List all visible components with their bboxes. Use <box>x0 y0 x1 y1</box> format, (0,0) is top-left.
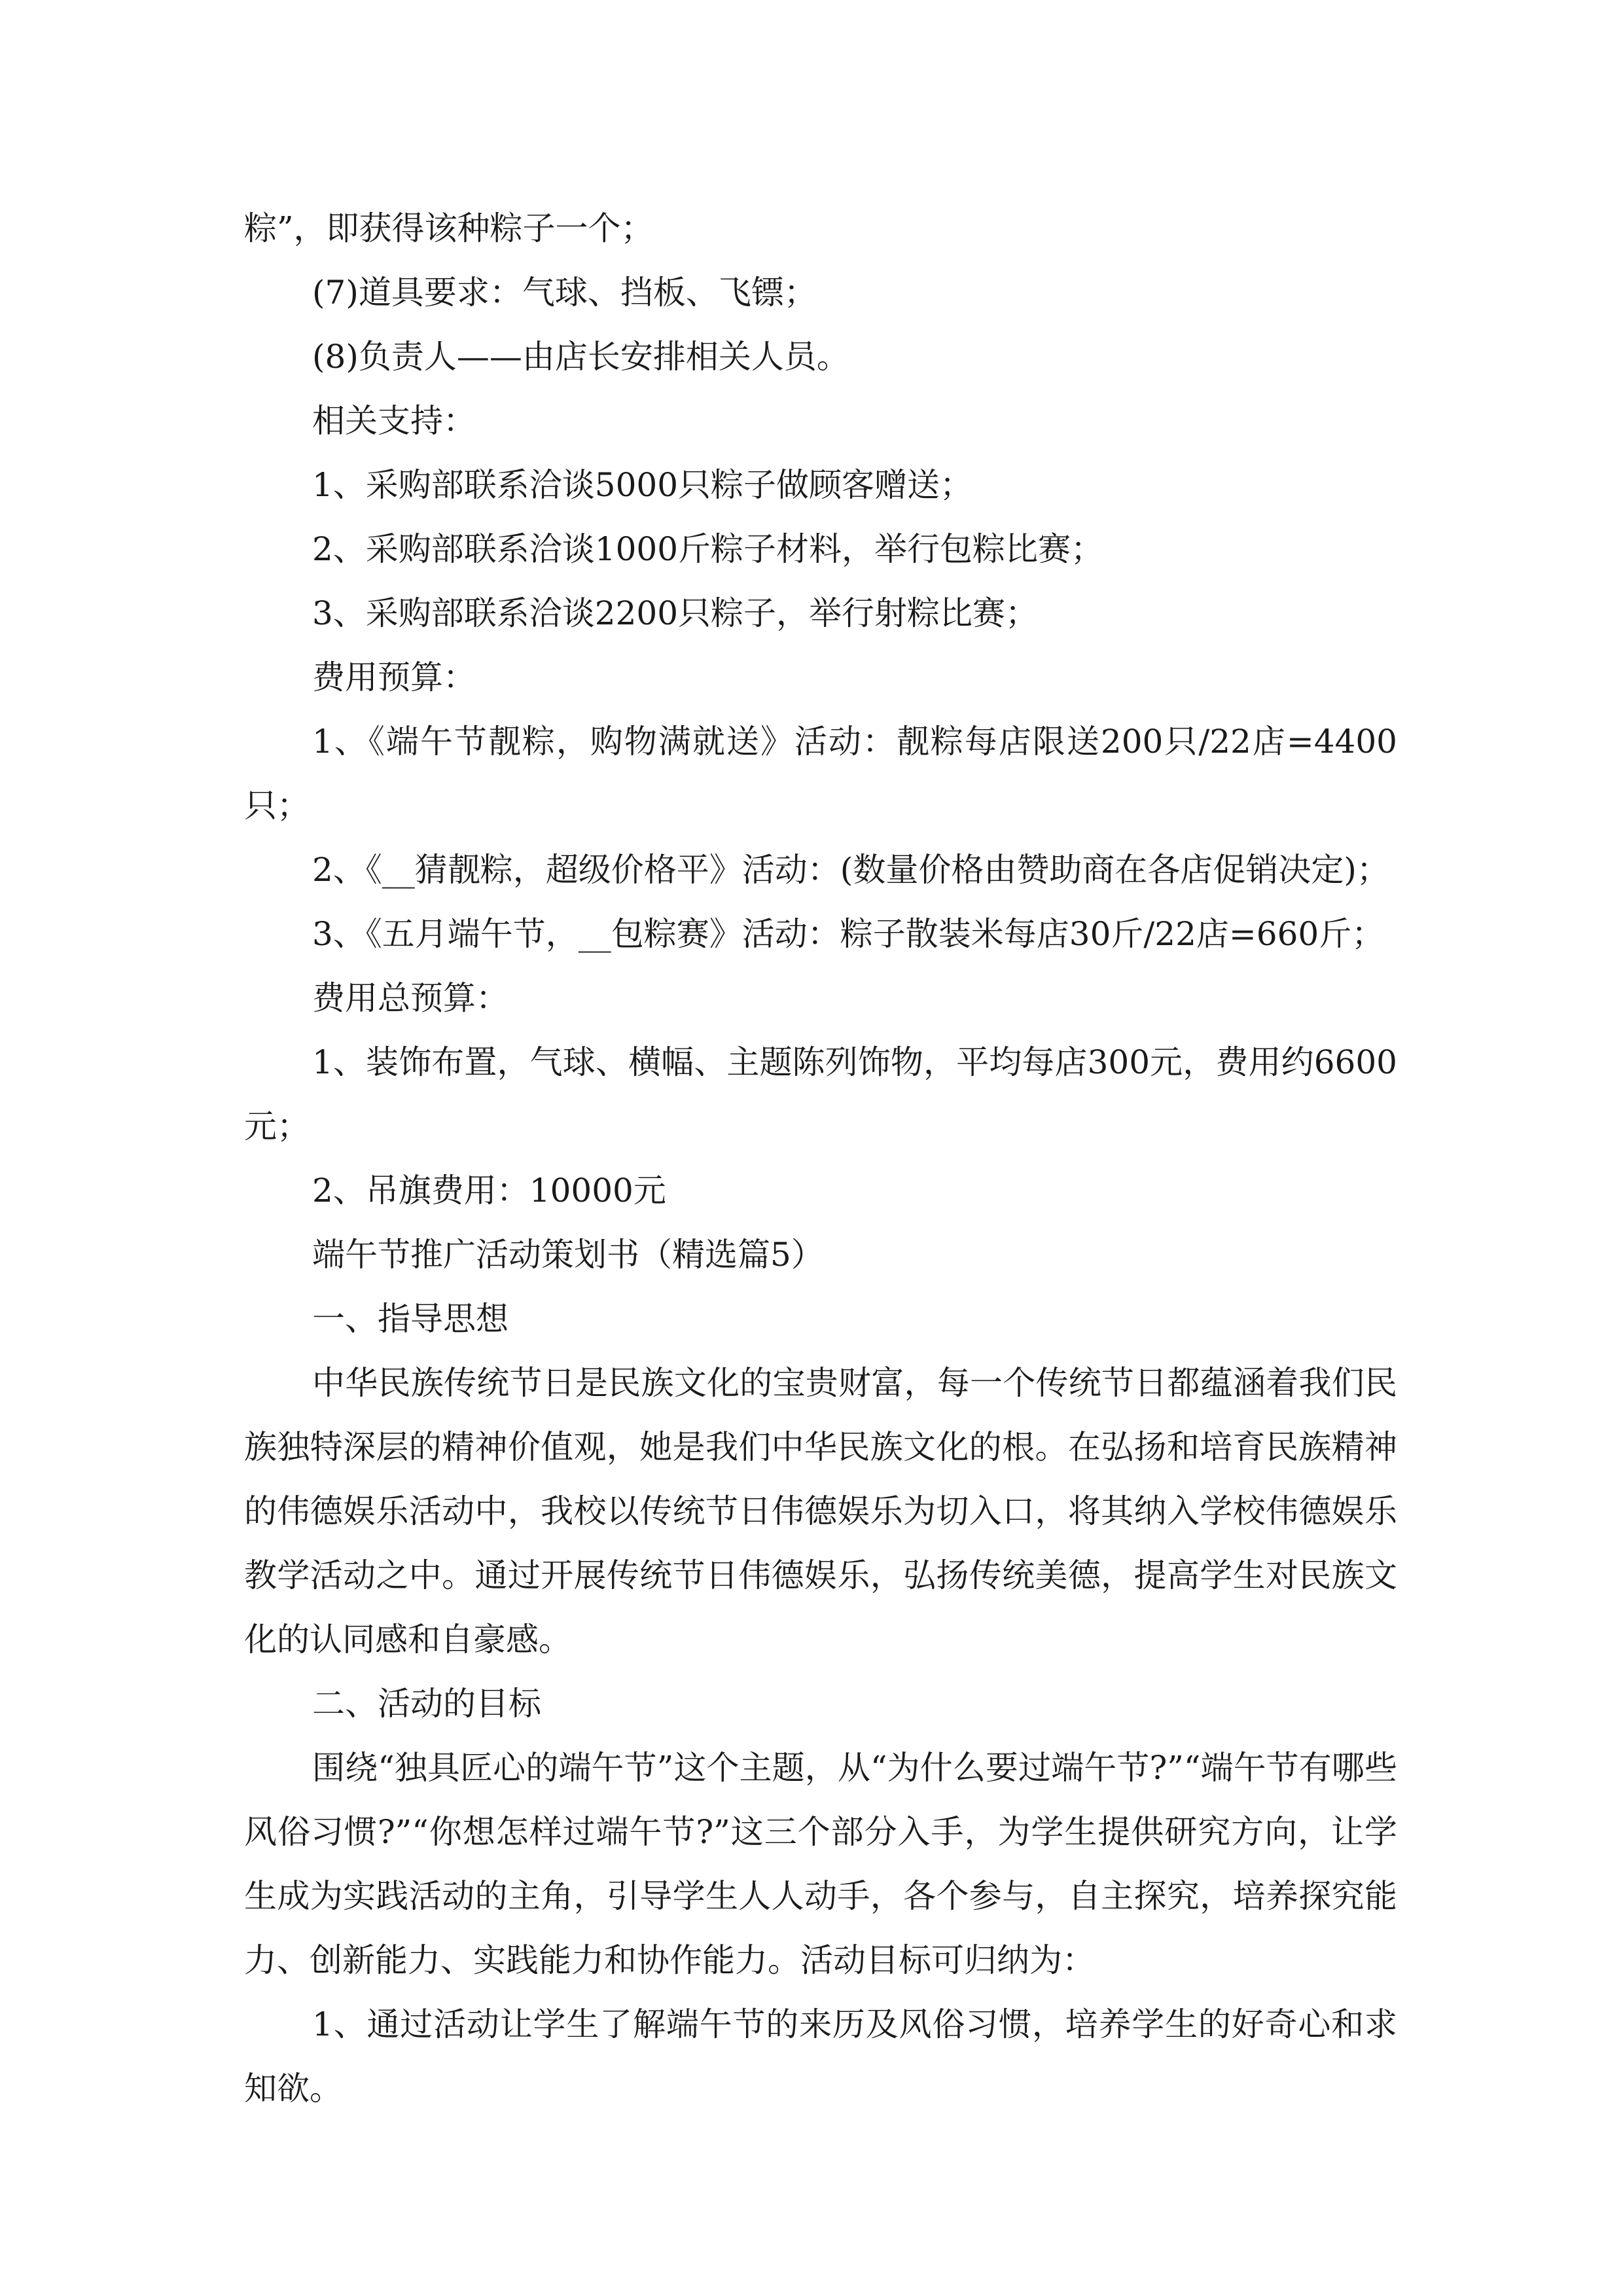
article-title: 端午节推广活动策划书（精选篇5） <box>312 1236 824 1274</box>
goals-body: 围绕“独具匠心的端午节”这个主题，从“为什么要过端午节?”“端午节有哪些风俗习惯?”“你想怎样过端午节?”这三个部分入手，为学生提供研究方向，让学生成为实践活动的主角，引导学生人人动手，各个参与，自主探究，培养探究能力、创新能力、实践能力和协作能力。活动目标可归纳为： <box>244 1749 1397 1979</box>
section-heading-guiding-ideology: 一、指导思想 <box>312 1300 508 1338</box>
document-body <box>244 196 1397 2121</box>
guiding-ideology-body: 中华民族传统节日是民族文化的宝贵财富，每一个传统节日都蕴涵着我们民族独特深层的精神价值观，她是我们中华民族文化的根。在弘扬和培育民族精神的伟德娱乐活动中，我校以传统节日伟德娱乐为切入口，将其纳入学校伟德娱乐教学活动之中。通过开展传统节日伟德娱乐，弘扬传统美德，提高学生对民族文化的认同感和自豪感。 <box>244 1364 1397 1659</box>
budget-item-1: 1、《端午节靓粽，购物满就送》活动：靓粽每店限送200只/22店=4400只； <box>244 723 1397 825</box>
budget-item-2: 2、《__猜靓粽，超级价格平》活动：(数量价格由赞助商在各店促销决定)； <box>312 851 1389 889</box>
support-item-1: 1、采购部联系洽谈5000只粽子做顾客赠送； <box>312 466 973 504</box>
section-heading-support: 相关支持： <box>312 402 476 440</box>
section-heading-budget: 费用预算： <box>312 658 476 696</box>
budget-item-3: 3、《五月端午节，__包粽赛》活动：粽子散装米每店30斤/22店=660斤； <box>312 915 1385 953</box>
support-item-3: 3、采购部联系洽谈2200只粽子，举行射粽比赛； <box>312 594 1039 632</box>
support-item-2: 2、采购部联系洽谈1000斤粽子材料，举行包粽比赛； <box>312 530 1104 568</box>
paragraph-continuation: 粽”，即获得该种粽子一个； <box>244 209 654 247</box>
total-budget-item-1: 1、装饰布置，气球、横幅、主题陈列饰物，平均每店300元，费用约6600元； <box>244 1043 1397 1145</box>
section-heading-total-budget: 费用总预算： <box>312 979 508 1017</box>
paragraph-item-8: (8)负责人——由店长安排相关人员。 <box>312 338 849 376</box>
section-heading-goals: 二、活动的目标 <box>312 1685 541 1723</box>
total-budget-item-2: 2、吊旗费用：10000元 <box>312 1172 666 1210</box>
goal-item-1: 1、通过活动让学生了解端午节的来历及风俗习惯，培养学生的好奇心和求知欲。 <box>244 2005 1397 2108</box>
paragraph-item-7: (7)道具要求：气球、挡板、飞镖； <box>312 274 817 312</box>
